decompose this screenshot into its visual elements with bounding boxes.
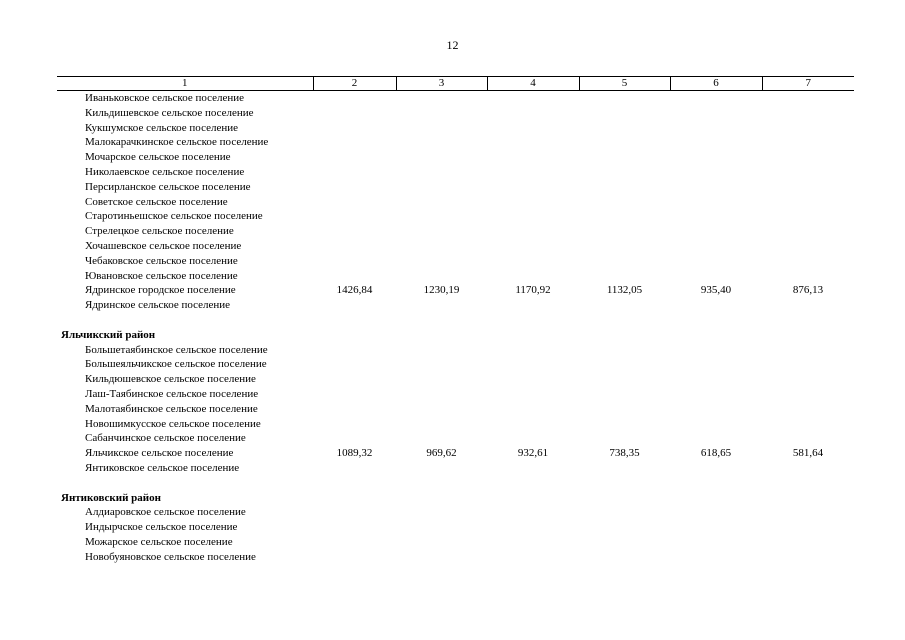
settlement-name: Хочашевское сельское поселение: [85, 239, 242, 252]
table-row: [57, 357, 854, 372]
value-cell-col-3: [396, 343, 487, 358]
value-cell-col-2: [313, 195, 396, 210]
value-cell-col-6: [670, 224, 762, 239]
table-row: [57, 106, 854, 121]
value-cell-col-4: [487, 165, 579, 180]
value-cell-col-7: [762, 298, 854, 313]
value-cell-col-7: [762, 195, 854, 210]
value-cell-col-5: [579, 106, 670, 121]
value-cell-col-3: [396, 180, 487, 195]
value-cell-col-6: [670, 387, 762, 402]
value-cell-col-6: [670, 402, 762, 417]
value-cell-col-5: [579, 372, 670, 387]
value-cell-col-5: [579, 343, 670, 358]
value-cell-col-6: [670, 550, 762, 565]
value-cell-col-5: 1132,05: [606, 284, 643, 297]
settlement-name: Большетаябинское сельское поселение: [85, 343, 268, 356]
value-cell-col-2: [313, 520, 396, 535]
value-cell-col-3: [396, 106, 487, 121]
table-row: [57, 343, 854, 358]
value-cell-col-4: [487, 106, 579, 121]
value-cell-col-3: [396, 269, 487, 284]
value-cell-col-4: [487, 505, 579, 520]
spacer-cell: [57, 476, 854, 491]
value-cell-col-6: [670, 121, 762, 136]
value-cell-col-3: [396, 239, 487, 254]
value-cell-col-2: [313, 298, 396, 313]
value-cell-col-4: [487, 180, 579, 195]
value-cell-col-7: [762, 254, 854, 269]
value-cell-col-6: [670, 269, 762, 284]
spacer-cell: [57, 313, 854, 328]
value-cell-col-3: [396, 195, 487, 210]
settlement-name: Малотаябинское сельское поселение: [85, 402, 258, 415]
value-cell-col-2: [313, 91, 396, 106]
value-cell-col-6: [670, 91, 762, 106]
value-cell-col-4: [487, 298, 579, 313]
value-cell-col-5: [579, 387, 670, 402]
data-table: [57, 76, 854, 565]
value-cell-col-4: [487, 372, 579, 387]
value-cell-col-6: [670, 343, 762, 358]
value-cell-col-3: [396, 209, 487, 224]
column-header: 2: [313, 77, 396, 91]
value-cell-col-7: [762, 402, 854, 417]
value-cell-col-2: [313, 402, 396, 417]
table-row: [57, 165, 854, 180]
value-cell-col-5: [579, 505, 670, 520]
value-cell-col-3: [396, 387, 487, 402]
table-row: [57, 269, 854, 284]
settlement-name: Алдиаровское сельское поселение: [85, 506, 246, 519]
value-cell-col-6: [670, 461, 762, 476]
value-cell-col-6: [670, 417, 762, 432]
table-row: [57, 283, 854, 298]
value-cell-col-5: [579, 461, 670, 476]
value-cell-col-7: [762, 372, 854, 387]
value-cell-col-3: [396, 550, 487, 565]
value-cell-col-4: [487, 387, 579, 402]
value-cell-col-2: [313, 387, 396, 402]
table-row: [57, 446, 854, 461]
value-cell-col-5: [579, 195, 670, 210]
value-cell-col-5: [579, 121, 670, 136]
value-cell-col-4: [487, 343, 579, 358]
value-cell-col-5: [579, 135, 670, 150]
settlement-name: Большеяльчикское сельское поселение: [85, 358, 267, 371]
settlement-name: Мочарское сельское поселение: [85, 151, 231, 164]
value-cell-col-6: [670, 520, 762, 535]
value-cell-col-6: [670, 535, 762, 550]
spacer-row: [57, 313, 854, 328]
table-row: [57, 195, 854, 210]
value-cell-col-5: [579, 254, 670, 269]
value-cell-col-4: [487, 195, 579, 210]
table-row: [57, 550, 854, 565]
value-cell-col-7: [762, 357, 854, 372]
value-cell-col-2: [313, 431, 396, 446]
value-cell-col-3: [396, 520, 487, 535]
table-row: [57, 431, 854, 446]
table-row: [57, 254, 854, 269]
table-row: [57, 402, 854, 417]
value-cell-col-5: [579, 431, 670, 446]
value-cell-col-4: [487, 150, 579, 165]
table-row: [57, 520, 854, 535]
settlement-name: Малокарачкинское сельское поселение: [85, 136, 269, 149]
value-cell-col-3: [396, 372, 487, 387]
value-cell-col-4: [487, 431, 579, 446]
table-row: [57, 535, 854, 550]
value-cell-col-5: [579, 91, 670, 106]
settlement-name: Лаш-Таябинское сельское поселение: [85, 387, 259, 400]
value-cell-col-7: [762, 150, 854, 165]
value-cell-col-4: [487, 135, 579, 150]
value-cell-col-3: [396, 505, 487, 520]
column-header: 7: [762, 77, 854, 91]
value-cell-col-5: [579, 550, 670, 565]
value-cell-col-4: [487, 121, 579, 136]
settlement-name: Ядринское сельское поселение: [85, 299, 231, 312]
value-cell-col-3: [396, 224, 487, 239]
value-cell-col-2: [313, 357, 396, 372]
settlement-name: Кильдюшевское сельское поселение: [85, 373, 256, 386]
value-cell-col-7: [762, 550, 854, 565]
table-body: [57, 91, 854, 565]
table-row: [57, 298, 854, 313]
value-cell-col-3: [396, 535, 487, 550]
value-cell-col-2: [313, 135, 396, 150]
settlement-name: Индырчское сельское поселение: [85, 521, 238, 534]
district-heading: Яльчикский район: [61, 328, 156, 341]
table-row: [57, 121, 854, 136]
value-cell-col-7: [762, 343, 854, 358]
value-cell-col-2: [313, 209, 396, 224]
value-cell-col-6: [670, 135, 762, 150]
value-cell-col-2: [313, 106, 396, 121]
value-cell-col-2: [313, 343, 396, 358]
value-cell-col-7: [762, 417, 854, 432]
value-cell-col-3: [396, 91, 487, 106]
value-cell-col-6: [670, 195, 762, 210]
table-row: [57, 180, 854, 195]
value-cell-col-4: [487, 224, 579, 239]
value-cell-col-3: [396, 135, 487, 150]
value-cell-col-3: [396, 357, 487, 372]
column-header: 6: [670, 77, 762, 91]
value-cell-col-6: 935,40: [700, 284, 732, 297]
table-row: [57, 209, 854, 224]
value-cell-col-4: [487, 357, 579, 372]
value-cell-col-3: 1230,19: [423, 284, 460, 297]
value-cell-col-7: 581,64: [792, 447, 824, 460]
value-cell-col-5: [579, 417, 670, 432]
value-cell-col-7: [762, 239, 854, 254]
settlement-name: Стрелецкое сельское поселение: [85, 225, 234, 238]
value-cell-col-6: [670, 431, 762, 446]
value-cell-col-3: [396, 417, 487, 432]
value-cell-col-2: [313, 372, 396, 387]
value-cell-col-4: [487, 461, 579, 476]
value-cell-col-4: [487, 239, 579, 254]
value-cell-col-5: [579, 165, 670, 180]
table-row: [57, 417, 854, 432]
table-row: [57, 150, 854, 165]
district-row: [57, 328, 854, 343]
value-cell-col-5: [579, 535, 670, 550]
settlement-name: Ювановское сельское поселение: [85, 269, 238, 282]
table-row: [57, 91, 854, 106]
value-cell-col-2: [313, 180, 396, 195]
table-row: [57, 505, 854, 520]
column-header: 4: [487, 77, 579, 91]
value-cell-col-3: [396, 165, 487, 180]
value-cell-col-7: [762, 209, 854, 224]
spacer-row: [57, 476, 854, 491]
district-row: [57, 491, 854, 506]
settlement-name: Советское сельское поселение: [85, 195, 228, 208]
column-header: 3: [396, 77, 487, 91]
value-cell-col-7: [762, 387, 854, 402]
settlement-name: Яльчикское сельское поселение: [85, 447, 234, 460]
table-row: [57, 135, 854, 150]
settlement-name: Иваньковское сельское поселение: [85, 92, 245, 104]
value-cell-col-6: [670, 372, 762, 387]
value-cell-col-6: [670, 209, 762, 224]
value-cell-col-2: [313, 224, 396, 239]
value-cell-col-7: [762, 135, 854, 150]
settlement-name: Новобуяновское сельское поселение: [85, 550, 256, 563]
value-cell-col-5: 738,35: [609, 447, 640, 460]
settlement-name: Можарское сельское поселение: [85, 535, 233, 548]
column-header: 5: [579, 77, 670, 91]
value-cell-col-2: 1426,84: [336, 284, 373, 297]
settlement-name: Старотиньешское сельское поселение: [85, 210, 263, 223]
settlement-name: Николаевское сельское поселение: [85, 165, 245, 178]
value-cell-col-7: [762, 121, 854, 136]
value-cell-col-4: [487, 520, 579, 535]
value-cell-col-2: [313, 165, 396, 180]
value-cell-col-4: 932,61: [517, 447, 549, 460]
table-row: [57, 239, 854, 254]
value-cell-col-4: [487, 417, 579, 432]
table-row: [57, 224, 854, 239]
value-cell-col-4: [487, 209, 579, 224]
page-number: 12: [446, 38, 459, 52]
value-cell-col-2: [313, 535, 396, 550]
value-cell-col-6: [670, 150, 762, 165]
settlement-name: Ядринское городское поселение: [85, 284, 236, 297]
value-cell-col-5: [579, 357, 670, 372]
value-cell-col-7: [762, 505, 854, 520]
value-cell-col-6: [670, 106, 762, 121]
column-header: 1: [57, 77, 313, 91]
value-cell-col-5: [579, 180, 670, 195]
value-cell-col-7: [762, 224, 854, 239]
value-cell-col-5: [579, 298, 670, 313]
value-cell-col-2: 1089,32: [336, 447, 373, 460]
value-cell-col-5: [579, 269, 670, 284]
value-cell-col-3: [396, 150, 487, 165]
settlement-name: Кильдишевское сельское поселение: [85, 106, 254, 119]
value-cell-col-3: [396, 402, 487, 417]
value-cell-col-2: [313, 461, 396, 476]
value-cell-col-7: [762, 520, 854, 535]
value-cell-col-7: [762, 461, 854, 476]
table-row: [57, 372, 854, 387]
value-cell-col-3: 969,62: [426, 447, 457, 460]
value-cell-col-3: [396, 461, 487, 476]
settlement-name: Новошимкусское сельское поселение: [85, 417, 261, 430]
value-cell-col-7: 876,13: [792, 284, 824, 297]
value-cell-col-2: [313, 505, 396, 520]
table-header: [57, 77, 854, 91]
value-cell-col-2: [313, 121, 396, 136]
settlement-name: Чебаковское сельское поселение: [85, 254, 238, 267]
value-cell-col-7: [762, 180, 854, 195]
value-cell-col-6: [670, 239, 762, 254]
value-cell-col-7: [762, 165, 854, 180]
value-cell-col-6: [670, 357, 762, 372]
value-cell-col-5: [579, 402, 670, 417]
value-cell-col-3: [396, 298, 487, 313]
value-cell-col-6: 618,65: [700, 447, 732, 460]
value-cell-col-2: [313, 550, 396, 565]
value-cell-col-7: [762, 269, 854, 284]
value-cell-col-6: [670, 505, 762, 520]
value-cell-col-2: [313, 269, 396, 284]
value-cell-col-2: [313, 417, 396, 432]
value-cell-col-3: [396, 254, 487, 269]
value-cell-col-3: [396, 431, 487, 446]
value-cell-col-4: [487, 269, 579, 284]
value-cell-col-4: [487, 91, 579, 106]
value-cell-col-7: [762, 91, 854, 106]
value-cell-col-2: [313, 254, 396, 269]
value-cell-col-6: [670, 254, 762, 269]
header-row: [57, 77, 854, 91]
value-cell-col-5: [579, 239, 670, 254]
district-heading: Янтиковский район: [61, 491, 161, 504]
value-cell-col-2: [313, 150, 396, 165]
value-cell-col-2: [313, 239, 396, 254]
value-cell-col-6: [670, 298, 762, 313]
value-cell-col-5: [579, 150, 670, 165]
table-row: [57, 461, 854, 476]
settlement-name: Сабанчинское сельское поселение: [85, 432, 246, 445]
value-cell-col-4: [487, 254, 579, 269]
settlement-name: Янтиковское сельское поселение: [85, 461, 240, 474]
value-cell-col-4: [487, 550, 579, 565]
value-cell-col-7: [762, 535, 854, 550]
value-cell-col-4: [487, 535, 579, 550]
value-cell-col-3: [396, 121, 487, 136]
value-cell-col-6: [670, 165, 762, 180]
table-row: [57, 387, 854, 402]
settlement-name: Персирланское сельское поселение: [85, 180, 251, 193]
value-cell-col-5: [579, 520, 670, 535]
value-cell-col-5: [579, 209, 670, 224]
value-cell-col-5: [579, 224, 670, 239]
value-cell-col-4: 1170,92: [515, 284, 551, 297]
value-cell-col-6: [670, 180, 762, 195]
settlement-name: Кукшумское сельское поселение: [85, 121, 239, 134]
value-cell-col-4: [487, 402, 579, 417]
value-cell-col-7: [762, 106, 854, 121]
value-cell-col-7: [762, 431, 854, 446]
